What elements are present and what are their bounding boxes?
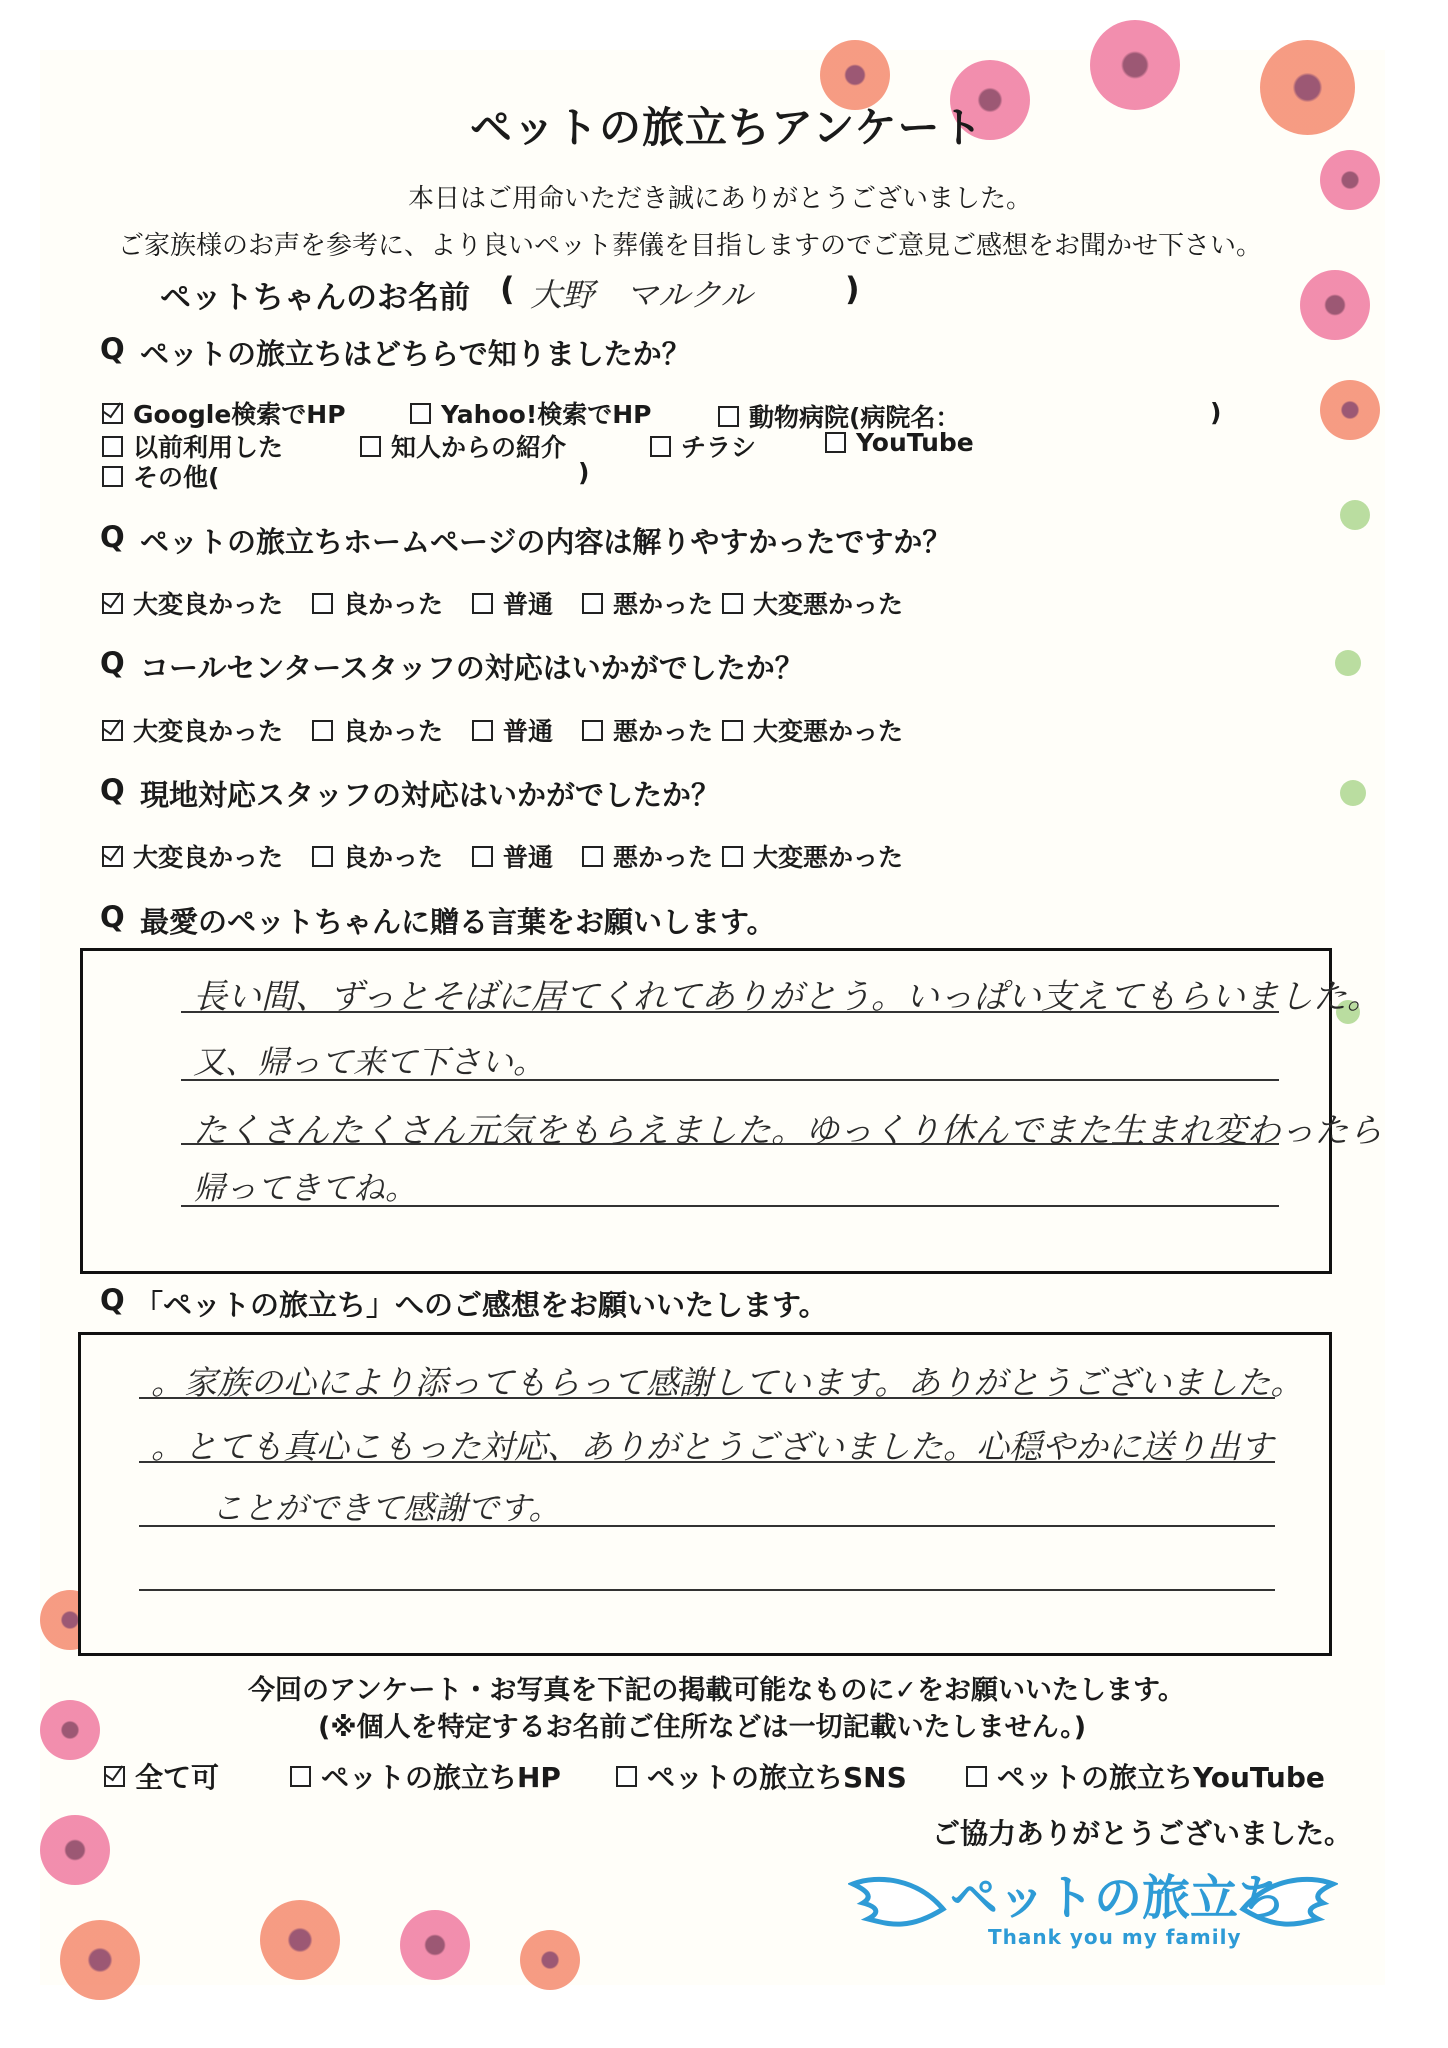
checkbox[interactable] bbox=[472, 593, 493, 614]
rating-label: 大変良かった bbox=[133, 843, 284, 872]
rating-label: 普通 bbox=[503, 843, 554, 872]
logo-name: ペットの旅立ち bbox=[950, 1870, 1287, 1926]
q4-rating-option[interactable] bbox=[312, 838, 443, 874]
checkbox[interactable] bbox=[102, 403, 123, 424]
rating-label: 普通 bbox=[503, 590, 554, 619]
flower-icon bbox=[260, 1900, 340, 1980]
wing-left-icon bbox=[848, 1869, 948, 1949]
rating-label: 大変良かった bbox=[133, 717, 284, 746]
option-label: 全て可 bbox=[135, 1761, 220, 1794]
flower-icon bbox=[1340, 500, 1370, 530]
flower-icon bbox=[1335, 650, 1361, 676]
q5-prefix: Q bbox=[100, 900, 125, 934]
checkbox[interactable] bbox=[312, 593, 333, 614]
q2-rating-option[interactable] bbox=[722, 585, 903, 621]
rating-label: 悪かった bbox=[613, 843, 714, 872]
rating-label: 良かった bbox=[343, 590, 444, 619]
checkbox[interactable] bbox=[102, 593, 123, 614]
checkbox[interactable] bbox=[312, 720, 333, 741]
option-label: ペットの旅立ちHP bbox=[321, 1761, 561, 1794]
checkbox[interactable] bbox=[312, 846, 333, 867]
q6-prefix: Q bbox=[100, 1283, 125, 1317]
q1-vet-close-paren: ) bbox=[1210, 398, 1222, 427]
consent-option-sns[interactable] bbox=[616, 1756, 907, 1796]
q2-question: ペットの旅立ちホームページの内容は解りやすかったですか？ bbox=[140, 525, 952, 559]
q5-answer-box[interactable] bbox=[80, 948, 1383, 1274]
pet-name-value[interactable]: 大野 マルクル bbox=[530, 276, 753, 314]
q4-rating-option[interactable] bbox=[102, 838, 283, 874]
q4-rating-option[interactable] bbox=[472, 838, 553, 874]
checkbox[interactable] bbox=[722, 720, 743, 741]
pet-name-close-paren: ) bbox=[845, 270, 860, 308]
option-label: 動物病院(病院名： bbox=[749, 403, 961, 432]
consent-line-1: 今回のアンケート・お写真を下記の掲載可能なものに✓をお願いいたします。 bbox=[248, 1675, 1185, 1706]
checkbox[interactable] bbox=[472, 846, 493, 867]
intro-line-2: ご家族様のお声を参考に、より良いペット葬儀を目指しますのでご意見ご感想をお聞かせ下さい。 bbox=[118, 231, 1263, 261]
rating-label: 普通 bbox=[503, 717, 554, 746]
q1-question: ペットの旅立ちはどちらで知りましたか？ bbox=[140, 337, 691, 371]
q1-option-other[interactable] bbox=[102, 458, 219, 494]
q5-answer-line-4: 帰ってきてね。 bbox=[193, 1169, 418, 1207]
checkbox[interactable] bbox=[722, 846, 743, 867]
q4-question: 現地対応スタッフの対応はいかがでしたか？ bbox=[140, 778, 721, 812]
q3-question: コールセンタースタッフの対応はいかがでしたか？ bbox=[140, 651, 804, 685]
consent-option-youtube[interactable] bbox=[966, 1756, 1325, 1796]
checkbox[interactable] bbox=[582, 593, 603, 614]
flower-icon bbox=[1320, 380, 1380, 440]
flower-icon bbox=[1260, 40, 1355, 135]
q1-option-google[interactable] bbox=[102, 395, 346, 431]
q5-answer-line-3: たくさんたくさん元気をもらえました。ゆっくり休んでまた生まれ変わったら bbox=[193, 1111, 1383, 1151]
q3-rating-option[interactable] bbox=[102, 712, 283, 748]
option-label: チラシ bbox=[681, 433, 757, 462]
flower-icon bbox=[40, 1815, 110, 1885]
checkbox[interactable] bbox=[966, 1766, 987, 1787]
q4-prefix: Q bbox=[100, 773, 125, 807]
option-label: ペットの旅立ちSNS bbox=[647, 1761, 907, 1794]
q1-option-yahoo[interactable] bbox=[410, 395, 651, 431]
q2-prefix: Q bbox=[100, 520, 125, 554]
checkbox[interactable] bbox=[582, 720, 603, 741]
flower-icon bbox=[1090, 20, 1180, 110]
q3-prefix: Q bbox=[100, 646, 125, 680]
rating-label: 大変良かった bbox=[133, 590, 284, 619]
option-label: その他( bbox=[133, 463, 220, 492]
option-label: YouTube bbox=[856, 428, 974, 457]
q1-prefix: Q bbox=[100, 332, 125, 366]
checkbox[interactable] bbox=[360, 436, 381, 457]
checkbox[interactable] bbox=[102, 436, 123, 457]
checkbox[interactable] bbox=[472, 720, 493, 741]
checkbox[interactable] bbox=[410, 403, 431, 424]
option-label: Google検索でHP bbox=[133, 400, 346, 429]
q6-answer-box[interactable] bbox=[78, 1332, 1332, 1656]
flower-icon bbox=[400, 1910, 470, 1980]
checkbox[interactable] bbox=[825, 432, 846, 453]
flower-icon bbox=[40, 1700, 100, 1760]
q1-option-referral[interactable] bbox=[360, 428, 566, 464]
q3-rating-option[interactable] bbox=[312, 712, 443, 748]
thanks-text: ご協力ありがとうございました。 bbox=[932, 1817, 1353, 1850]
pet-name-open-paren: ( bbox=[500, 270, 515, 308]
q1-other-close-paren: ) bbox=[578, 458, 590, 487]
checkbox[interactable] bbox=[616, 1766, 637, 1787]
consent-option-all[interactable] bbox=[104, 1756, 219, 1796]
answer-rule bbox=[139, 1589, 1275, 1591]
flower-icon bbox=[1300, 270, 1370, 340]
checkbox[interactable] bbox=[104, 1766, 125, 1787]
q1-option-youtube[interactable] bbox=[825, 428, 974, 457]
checkbox[interactable] bbox=[582, 846, 603, 867]
consent-option-hp[interactable] bbox=[290, 1756, 561, 1796]
option-label: 知人からの紹介 bbox=[391, 433, 567, 462]
q2-rating-option[interactable] bbox=[102, 585, 283, 621]
q3-rating-option[interactable] bbox=[472, 712, 553, 748]
rating-label: 大変悪かった bbox=[753, 843, 904, 872]
checkbox[interactable] bbox=[650, 436, 671, 457]
flower-icon bbox=[1320, 150, 1380, 210]
q6-answer-line-1: 。家族の心により添ってもらって感謝しています。ありがとうございました。 bbox=[151, 1363, 1304, 1402]
checkbox[interactable] bbox=[722, 593, 743, 614]
pet-name-label: ペットちゃんのお名前 bbox=[160, 280, 470, 316]
q5-answer-line-1: 長い間、ずっとそばに居てくれてありがとう。いっぱい支えてもらいました。 bbox=[193, 977, 1381, 1017]
q3-rating-option[interactable] bbox=[582, 712, 713, 748]
intro-line-1: 本日はご用命いただき誠にありがとうございました。 bbox=[408, 184, 1033, 214]
logo-tagline: Thank you my family bbox=[988, 1925, 1242, 1949]
option-label: 以前利用した bbox=[133, 433, 284, 462]
rating-label: 良かった bbox=[343, 843, 444, 872]
q2-rating-option[interactable] bbox=[472, 585, 553, 621]
option-label: ペットの旅立ちYouTube bbox=[997, 1761, 1325, 1794]
q4-rating-option[interactable] bbox=[722, 838, 903, 874]
q1-option-flyer[interactable] bbox=[650, 428, 756, 464]
q6-question: 「ペットの旅立ち」へのご感想をお願いいたします。 bbox=[134, 1288, 828, 1322]
consent-line-2: (※個人を特定するお名前ご住所などは一切記載いたしません。) bbox=[318, 1712, 1087, 1743]
rating-label: 良かった bbox=[343, 717, 444, 746]
q2-rating-option[interactable] bbox=[582, 585, 713, 621]
rating-label: 大変悪かった bbox=[753, 590, 904, 619]
flower-icon bbox=[60, 1920, 140, 2000]
q3-rating-option[interactable] bbox=[722, 712, 903, 748]
checkbox[interactable] bbox=[102, 720, 123, 741]
q5-answer-line-2: 又、帰って来て下さい。 bbox=[193, 1043, 546, 1081]
rating-label: 悪かった bbox=[613, 590, 714, 619]
flower-icon bbox=[520, 1930, 580, 1990]
rating-label: 悪かった bbox=[613, 717, 714, 746]
q5-question: 最愛のペットちゃんに贈る言葉をお願いします。 bbox=[140, 905, 776, 939]
option-label: Yahoo!検索でHP bbox=[441, 400, 652, 429]
checkbox[interactable] bbox=[290, 1766, 311, 1787]
q6-answer-line-2: 。とても真心こもった対応、ありがとうございました。心穏やかに送り出す bbox=[151, 1427, 1273, 1466]
q6-answer-line-3: ことができて感謝です。 bbox=[211, 1489, 561, 1527]
q4-rating-option[interactable] bbox=[582, 838, 713, 874]
brand-logo bbox=[848, 1855, 1338, 1975]
q2-rating-option[interactable] bbox=[312, 585, 443, 621]
checkbox[interactable] bbox=[102, 846, 123, 867]
rating-label: 大変悪かった bbox=[753, 717, 904, 746]
flower-icon bbox=[1340, 780, 1366, 806]
checkbox[interactable] bbox=[718, 406, 739, 427]
page-title: ペットの旅立ちアンケート bbox=[470, 103, 984, 152]
checkbox[interactable] bbox=[102, 466, 123, 487]
